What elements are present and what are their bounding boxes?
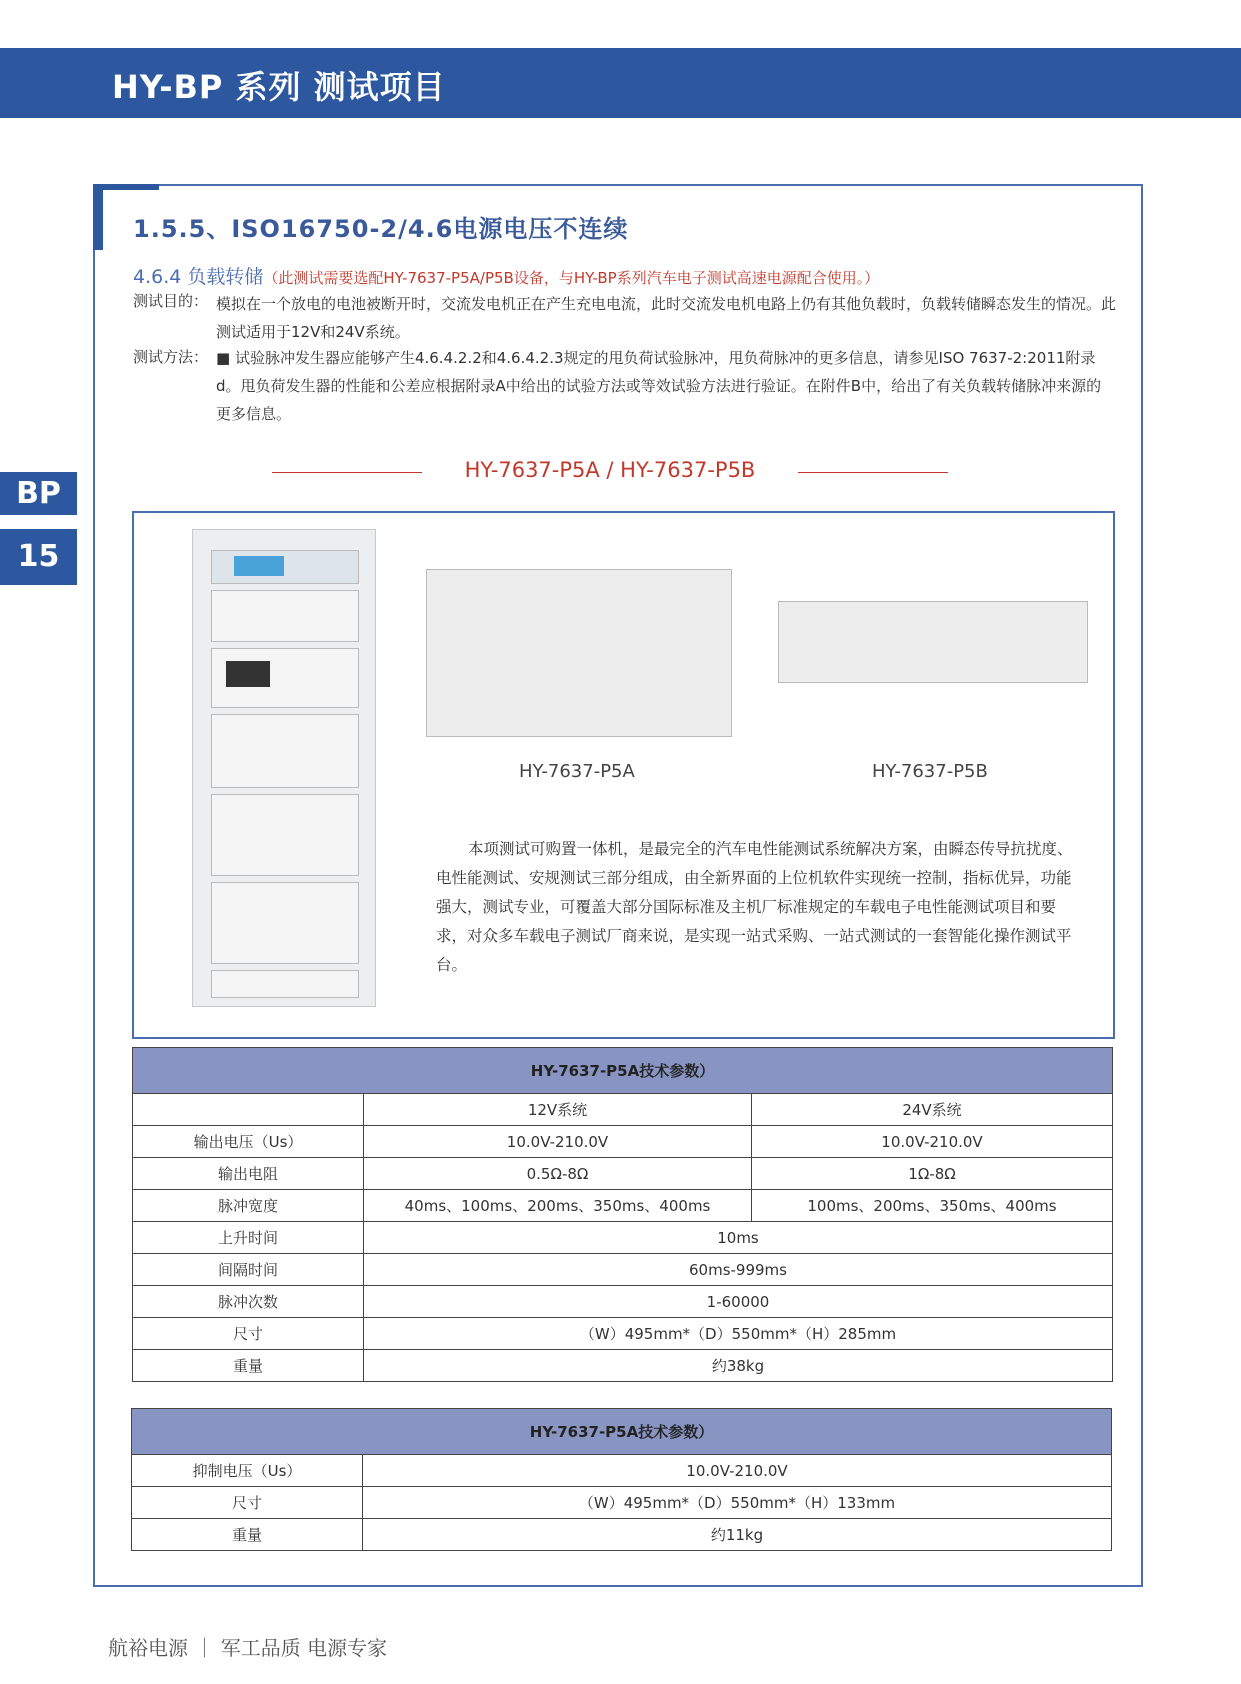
- cell: 10.0V-210.0V: [363, 1455, 1112, 1487]
- row-label: 尺寸: [132, 1487, 363, 1519]
- table-title: HY-7637-P5A技术参数）: [132, 1409, 1112, 1455]
- p5a-image: [426, 569, 732, 737]
- row-label: 脉冲宽度: [133, 1190, 364, 1222]
- table-row: [132, 1455, 1112, 1487]
- section-title: 1.5.5、ISO16750-2/4.6电源电压不连续: [133, 215, 629, 243]
- cell: 10.0V-210.0V: [752, 1126, 1113, 1158]
- cell: 10.0V-210.0V: [364, 1126, 752, 1158]
- table-row: [133, 1318, 1113, 1350]
- cabinet-display-unit: [211, 550, 359, 584]
- cell: 0.5Ω-8Ω: [364, 1158, 752, 1190]
- series-tab: BP: [0, 472, 77, 515]
- row-label: 抑制电压（Us）: [132, 1455, 363, 1487]
- product-description: 本项测试可购置一体机，是最完全的汽车电性能测试系统解决方案，由瞬态传导抗扰度、电性能测试、安规测试三部分组成，由全新界面的上位机软件实现统一控制，指标优异，功能强大，测试专业，可覆盖大部分国际标准及主机厂标准规定的车载电子电性能测试项目和要求，对众多车载电子测试厂商来说，是实现一站式采购、一站式测试的一套智能化操作测试平台。: [436, 840, 1073, 974]
- table-row: [133, 1254, 1113, 1286]
- p5b-spec-table: [131, 1408, 1112, 1551]
- cell: 1Ω-8Ω: [752, 1158, 1113, 1190]
- subsection-note: （此测试需要选配HY-7637-P5A/P5B设备，与HY-BP系列汽车电子测试高速电源配合使用。）: [263, 269, 880, 287]
- row-label: 输出电阻: [133, 1158, 364, 1190]
- footer-slogan: 航裕电源 ｜ 军工品质 电源专家: [108, 1636, 388, 1660]
- table-row: [133, 1222, 1113, 1254]
- table-title: HY-7637-P5A技术参数）: [133, 1048, 1113, 1094]
- method-text: ■ 试验脉冲发生器应能够产生4.6.4.2.2和4.6.4.2.3规定的甩负荷试验脉冲，甩负荷脉冲的更多信息，请参见ISO 7637-2:2011附录d。甩负荷发生器的性能和公差应根据附录A中给出的试验方法或等效试验方法进行验证。在附件B中，给出了有关负载转储脉冲来源的更多信息。: [216, 349, 1102, 423]
- page-number-tab: 15: [0, 529, 77, 585]
- cell: 60ms-999ms: [364, 1254, 1113, 1286]
- col-header-12v: 12V系统: [364, 1094, 752, 1126]
- p5a-caption: HY-7637-P5A: [519, 761, 635, 782]
- row-label: 间隔时间: [133, 1254, 364, 1286]
- subsection-label: 4.6.4 负载转储: [133, 266, 264, 288]
- cabinet-unit: [211, 882, 359, 964]
- table-row: [132, 1519, 1112, 1551]
- product-heading: [272, 458, 948, 482]
- row-label: 重量: [133, 1350, 364, 1382]
- cabinet-unit: [211, 590, 359, 642]
- table-row: [133, 1158, 1113, 1190]
- subsection-title: [133, 262, 879, 289]
- product-box: [132, 511, 1115, 1039]
- purpose-text: 模拟在一个放电的电池被断开时，交流发电机正在产生充电电流，此时交流发电机电路上仍有其他负载时，负载转储瞬态发生的情况。此测试适用于12V和24V系统。: [216, 295, 1117, 341]
- cell: 100ms、200ms、350ms、400ms: [752, 1190, 1113, 1222]
- cell: 约11kg: [363, 1519, 1112, 1551]
- cabinet-unit: [211, 794, 359, 876]
- table-row: [133, 1350, 1113, 1382]
- row-label: 重量: [132, 1519, 363, 1551]
- cabinet-unit: [211, 648, 359, 708]
- cell: （W）495mm*（D）550mm*（H）285mm: [364, 1318, 1113, 1350]
- table-row: [133, 1190, 1113, 1222]
- page-title: HY-BP 系列 测试项目: [112, 68, 446, 106]
- col-header-24v: 24V系统: [752, 1094, 1113, 1126]
- p5b-caption: HY-7637-P5B: [872, 761, 988, 782]
- cell: 1-60000: [364, 1286, 1113, 1318]
- table-row: [133, 1286, 1113, 1318]
- purpose-label: 测试目的：: [133, 292, 209, 310]
- method-label: 测试方法：: [133, 348, 209, 366]
- row-label: 脉冲次数: [133, 1286, 364, 1318]
- cell: 40ms、100ms、200ms、350ms、400ms: [364, 1190, 752, 1222]
- cell: 约38kg: [364, 1350, 1113, 1382]
- cabinet-image: [192, 529, 376, 1007]
- row-label: 上升时间: [133, 1222, 364, 1254]
- product-heading-text: HY-7637-P5A / HY-7637-P5B: [464, 458, 756, 482]
- table-row: [133, 1126, 1113, 1158]
- corner-accent-vertical: [93, 184, 103, 250]
- row-label: 尺寸: [133, 1318, 364, 1350]
- p5a-spec-table: [132, 1047, 1113, 1382]
- cabinet-unit: [211, 714, 359, 788]
- header-band: [0, 48, 1241, 118]
- row-label: 输出电压（Us）: [133, 1126, 364, 1158]
- cell: （W）495mm*（D）550mm*（H）133mm: [363, 1487, 1112, 1519]
- cell: 10ms: [364, 1222, 1113, 1254]
- cabinet-unit: [211, 970, 359, 998]
- table-row: [132, 1487, 1112, 1519]
- p5b-image: [778, 601, 1088, 683]
